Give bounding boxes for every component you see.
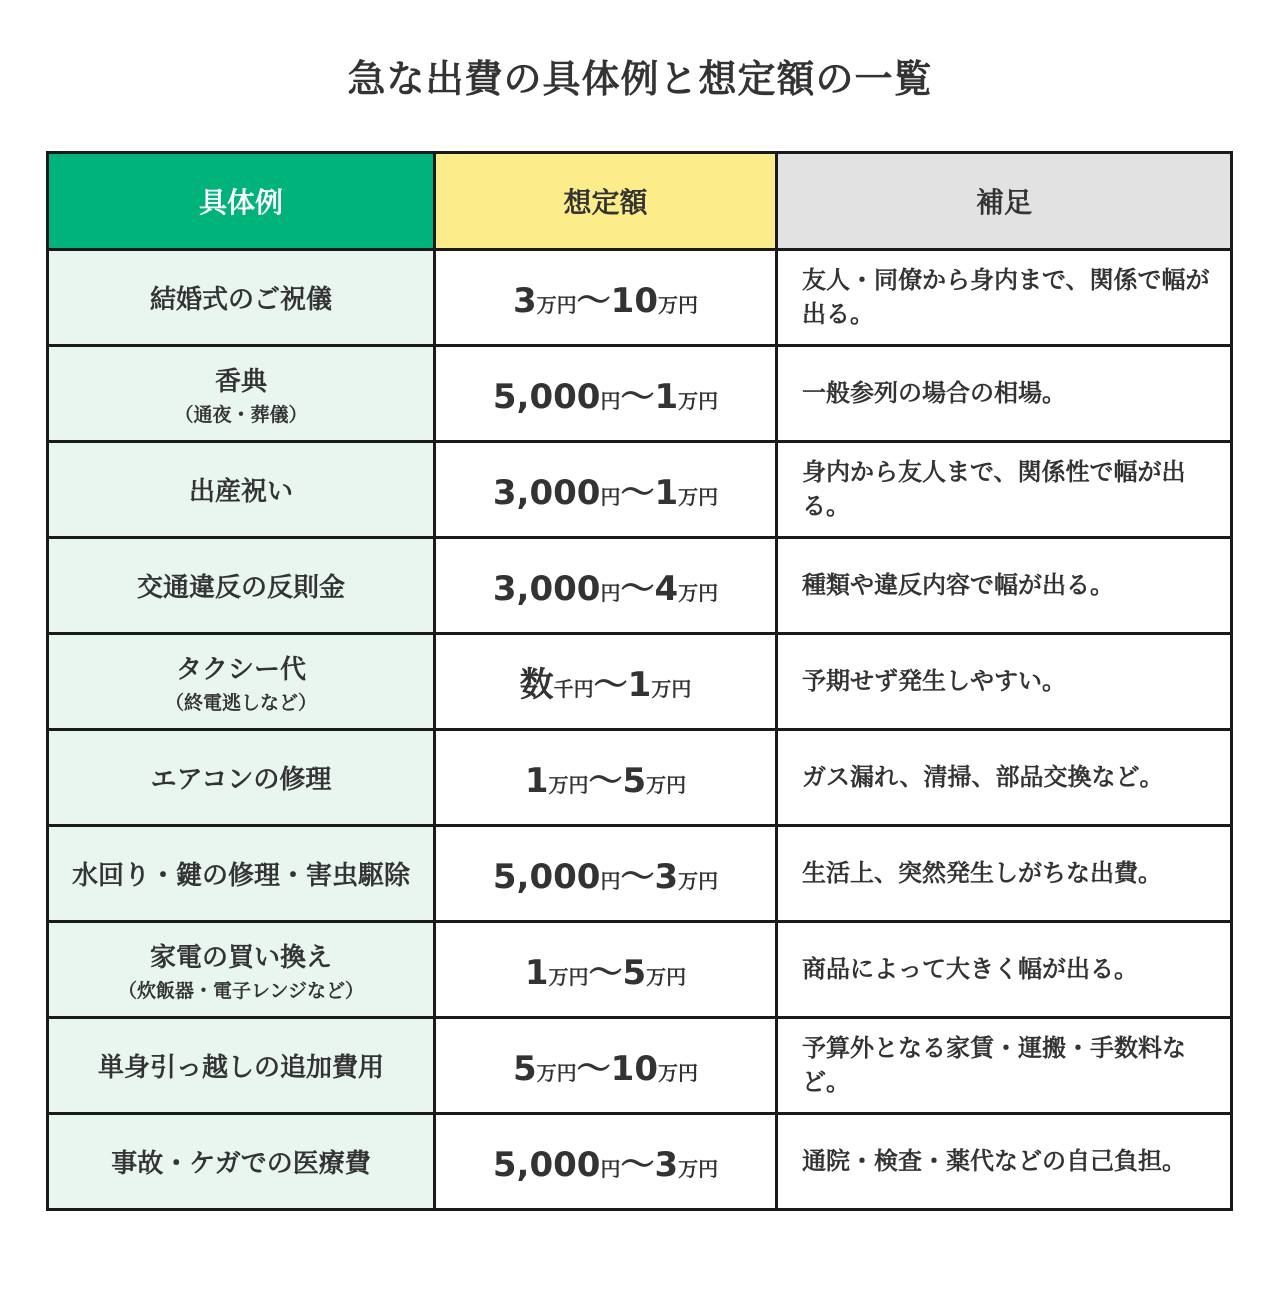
header-amount: 想定額 [435,153,777,250]
expense-table [46,151,1233,1211]
example-sublabel: （炊飯器・電子レンジなど） [117,979,365,1002]
note-cell: 生活上、突然発生しがちな出費。 [777,826,1232,922]
example-cell [48,442,435,538]
example-cell [48,922,435,1018]
example-cell [48,250,435,346]
example-label: 交通違反の反則金 [136,573,345,603]
note-cell: ガス漏れ、清掃、部品交換など。 [777,730,1232,826]
amount-cell [435,922,777,1018]
page-title: 急な出費の具体例と想定額の一覧 [347,57,933,101]
note-cell: 友人・同僚から身内まで、関係で幅が出る。 [777,250,1232,346]
note-cell: 種類や違反内容で幅が出る。 [777,538,1232,634]
amount-cell [435,1114,777,1210]
example-label: 結婚式のご祝儀 [149,285,332,315]
table-row [48,826,1232,922]
amount-number: 数 [519,665,554,705]
amount-unit: 万円 [678,581,719,605]
amount-number: 5 [622,953,647,993]
amount-number: 3 [654,1145,679,1185]
header-example: 具体例 [48,153,435,250]
example-label: 香典 [214,366,267,397]
amount-number: 1 [524,761,549,801]
amount-number: 3,000 [492,473,601,513]
example-label: 出産祝い [188,477,293,507]
example-cell [48,538,435,634]
amount-unit: 万円 [658,1061,698,1085]
amount-unit: 円 [600,389,621,413]
amount-number: 〜 [620,473,655,513]
amount-cell [435,730,777,826]
amount-cell [435,826,777,922]
amount-unit: 円 [600,869,621,893]
table-row [48,1018,1232,1114]
amount-number: 5 [513,1049,537,1089]
example-cell [48,634,435,730]
amount-unit: 万円 [646,773,687,797]
amount-unit: 万円 [658,293,698,317]
amount-unit: 万円 [678,869,719,893]
amount-number: 5,000 [492,857,601,897]
table-body [48,250,1232,1210]
table-row [48,922,1232,1018]
example-label: 家電の買い換え [149,942,332,973]
amount-number: 5 [622,761,647,801]
amount-number: 〜 [620,377,655,417]
note-cell: 通院・検査・薬代などの自己負担。 [777,1114,1232,1210]
amount-number: 5,000 [492,1145,601,1185]
amount-unit: 万円 [536,293,577,317]
amount-unit: 万円 [678,485,719,509]
table-row [48,1114,1232,1210]
amount-unit: 円 [600,581,621,605]
example-sublabel: （通夜・葬儀） [174,403,308,426]
amount-cell [435,538,777,634]
amount-number: 〜 [576,1049,611,1089]
amount-unit: 万円 [548,773,589,797]
amount-unit: 万円 [646,965,687,989]
amount-cell [435,1018,777,1114]
amount-number: 1 [654,377,679,417]
table-row [48,634,1232,730]
amount-number: 〜 [620,857,655,897]
amount-cell [435,442,777,538]
amount-unit: 万円 [548,965,589,989]
amount-number: 3 [513,281,537,321]
amount-number: 〜 [588,761,623,801]
example-label: タクシー代 [175,654,306,685]
table-row [48,538,1232,634]
example-cell [48,826,435,922]
amount-number: 1 [524,953,549,993]
table-row [48,730,1232,826]
amount-cell [435,250,777,346]
amount-cell [435,634,777,730]
amount-unit: 千円 [553,677,594,701]
amount-number: 3 [654,857,679,897]
header-note: 補足 [777,153,1232,250]
example-cell [48,1114,435,1210]
amount-number: 〜 [593,665,628,705]
table-header-row [48,153,1232,250]
table-row [48,346,1232,442]
amount-number: 1 [627,665,652,705]
amount-number: 3,000 [492,569,601,609]
amount-number: 〜 [620,569,655,609]
amount-number: 〜 [588,953,623,993]
note-cell: 予算外となる家賃・運搬・手数料など。 [777,1018,1232,1114]
example-cell [48,1018,435,1114]
note-cell: 予期せず発生しやすい。 [777,634,1232,730]
amount-cell [435,346,777,442]
amount-number: 1 [654,473,679,513]
example-label: 単身引っ越しの追加費用 [97,1053,384,1083]
amount-number: 4 [654,569,679,609]
amount-unit: 円 [600,1157,621,1181]
amount-unit: 万円 [536,1061,577,1085]
amount-number: 10 [610,281,658,321]
table-row [48,250,1232,346]
amount-unit: 万円 [678,389,719,413]
note-cell: 商品によって大きく幅が出る。 [777,922,1232,1018]
amount-number: 〜 [576,281,611,321]
amount-unit: 万円 [651,677,692,701]
example-cell [48,730,435,826]
note-cell: 身内から友人まで、関係性で幅が出る。 [777,442,1232,538]
amount-unit: 円 [600,485,621,509]
amount-number: 10 [610,1049,658,1089]
amount-number: 〜 [620,1145,655,1185]
note-cell: 一般参列の場合の相場。 [777,346,1232,442]
example-label: 水回り・鍵の修理・害虫駆除 [71,861,410,891]
example-label: エアコンの修理 [150,765,332,795]
example-sublabel: （終電逃しなど） [164,691,317,714]
example-label: 事故・ケガでの医療費 [111,1149,371,1179]
example-cell [48,346,435,442]
amount-number: 5,000 [492,377,601,417]
table-row [48,442,1232,538]
amount-unit: 万円 [678,1157,719,1181]
